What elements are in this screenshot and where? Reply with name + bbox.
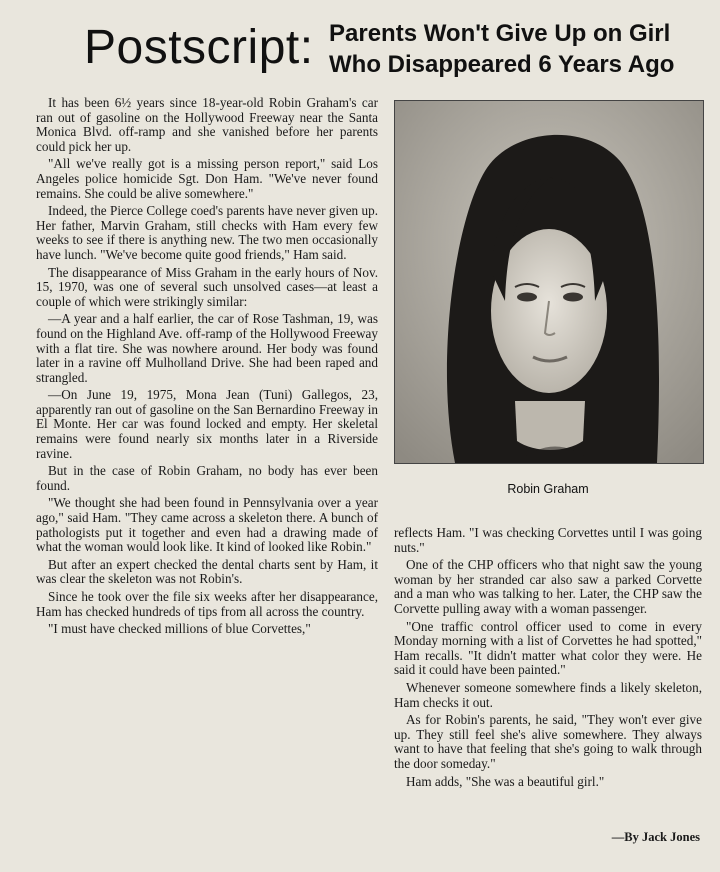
masthead [84, 14, 684, 94]
paragraph: Indeed, the Pierce College coed's parents have never given up. Her father, Marvin Graham, still checks with Ham every few weeks to see if there is anything new. The two men occasionally have lunch. "We've become quite good friends," Ham said. [36, 203, 378, 262]
byline: —By Jack Jones [611, 830, 700, 844]
paragraph: As for Robin's parents, he said, "They won't ever give up. They still feel she's alive somewhere. They always want to have that feeling that she's going to walk through the door someday." [394, 712, 702, 771]
portrait-image [395, 101, 703, 463]
article-column-1 [36, 96, 378, 640]
paragraph: "One traffic control officer used to come in every Monday morning with a list of Corvettes he had spotted," Ham recalls. "It didn't matter what color they were. He said it could have been painted." [394, 618, 702, 678]
paragraph: "All we've really got is a missing person report," said Los Angeles police homicide Sgt. Don Ham. "We've never found remains. She could be alive somewhere." [36, 156, 378, 201]
paragraph: One of the CHP officers who that night saw the young woman by her stranded car also saw a parked Corvette and a man who was talking to her. Later, the CHP saw the Corvette pulling away with a woman passenger. [394, 557, 702, 616]
paragraph: But in the case of Robin Graham, no body has ever been found. [36, 463, 378, 493]
paragraph: "We thought she had been found in Pennsylvania over a year ago," said Ham. "They came across a skeleton there. A bunch of pathologists put it together and even had a drawing made of what the woman would look like. It kind of looked like Robin." [36, 495, 378, 555]
portrait-photo [394, 100, 704, 464]
photo-caption: Robin Graham [507, 482, 589, 496]
paragraph: Whenever someone somewhere finds a likely skeleton, Ham checks it out. [394, 679, 702, 710]
kicker: Postscript: [84, 21, 314, 74]
article-column-2 [394, 526, 702, 792]
headline-line-1: Parents Won't Give Up on Girl [329, 20, 671, 47]
paragraph: It has been 6½ years since 18-year-old Robin Graham's car ran out of gasoline on the Hollywood Freeway near the Santa Monica Blvd. off-ramp and she vanished before her parents could pick her up. [36, 95, 378, 154]
paragraph: —A year and a half earlier, the car of Rose Tashman, 19, was found on the Highland Ave. off-ramp of the Hollywood Freeway with a flat tire. She was nowhere around. Her body was found later in a ravine off Mulholland Drive. She had been raped and strangled. [36, 311, 378, 385]
paragraph: reflects Ham. "I was checking Corvettes until I was going nuts." [394, 525, 702, 555]
paragraph: But after an expert checked the dental charts sent by Ham, it was clear the skeleton was not Robin's. [36, 556, 378, 587]
paragraph: The disappearance of Miss Graham in the early hours of Nov. 15, 1970, was one of several such unsolved cases—at least a couple of which were strikingly similar: [36, 264, 378, 309]
paragraph: Ham adds, "She was a beautiful girl." [406, 773, 605, 789]
headline [329, 18, 689, 80]
paragraph: —On June 19, 1975, Mona Jean (Tuni) Gallegos, 23, apparently ran out of gasoline on the San Bernardino Freeway in El Monte. Her car was found locked and empty. Her skeletal remains were found nearly six months later in a Riverside ravine. [36, 387, 378, 461]
paragraph: Since he took over the file six weeks after her disappearance, Ham has checked hundreds of tips from all across the country. [36, 589, 378, 619]
headline-line-2: Who Disappeared 6 Years Ago [329, 51, 675, 78]
paragraph: "I must have checked millions of blue Corvettes," [48, 621, 311, 637]
